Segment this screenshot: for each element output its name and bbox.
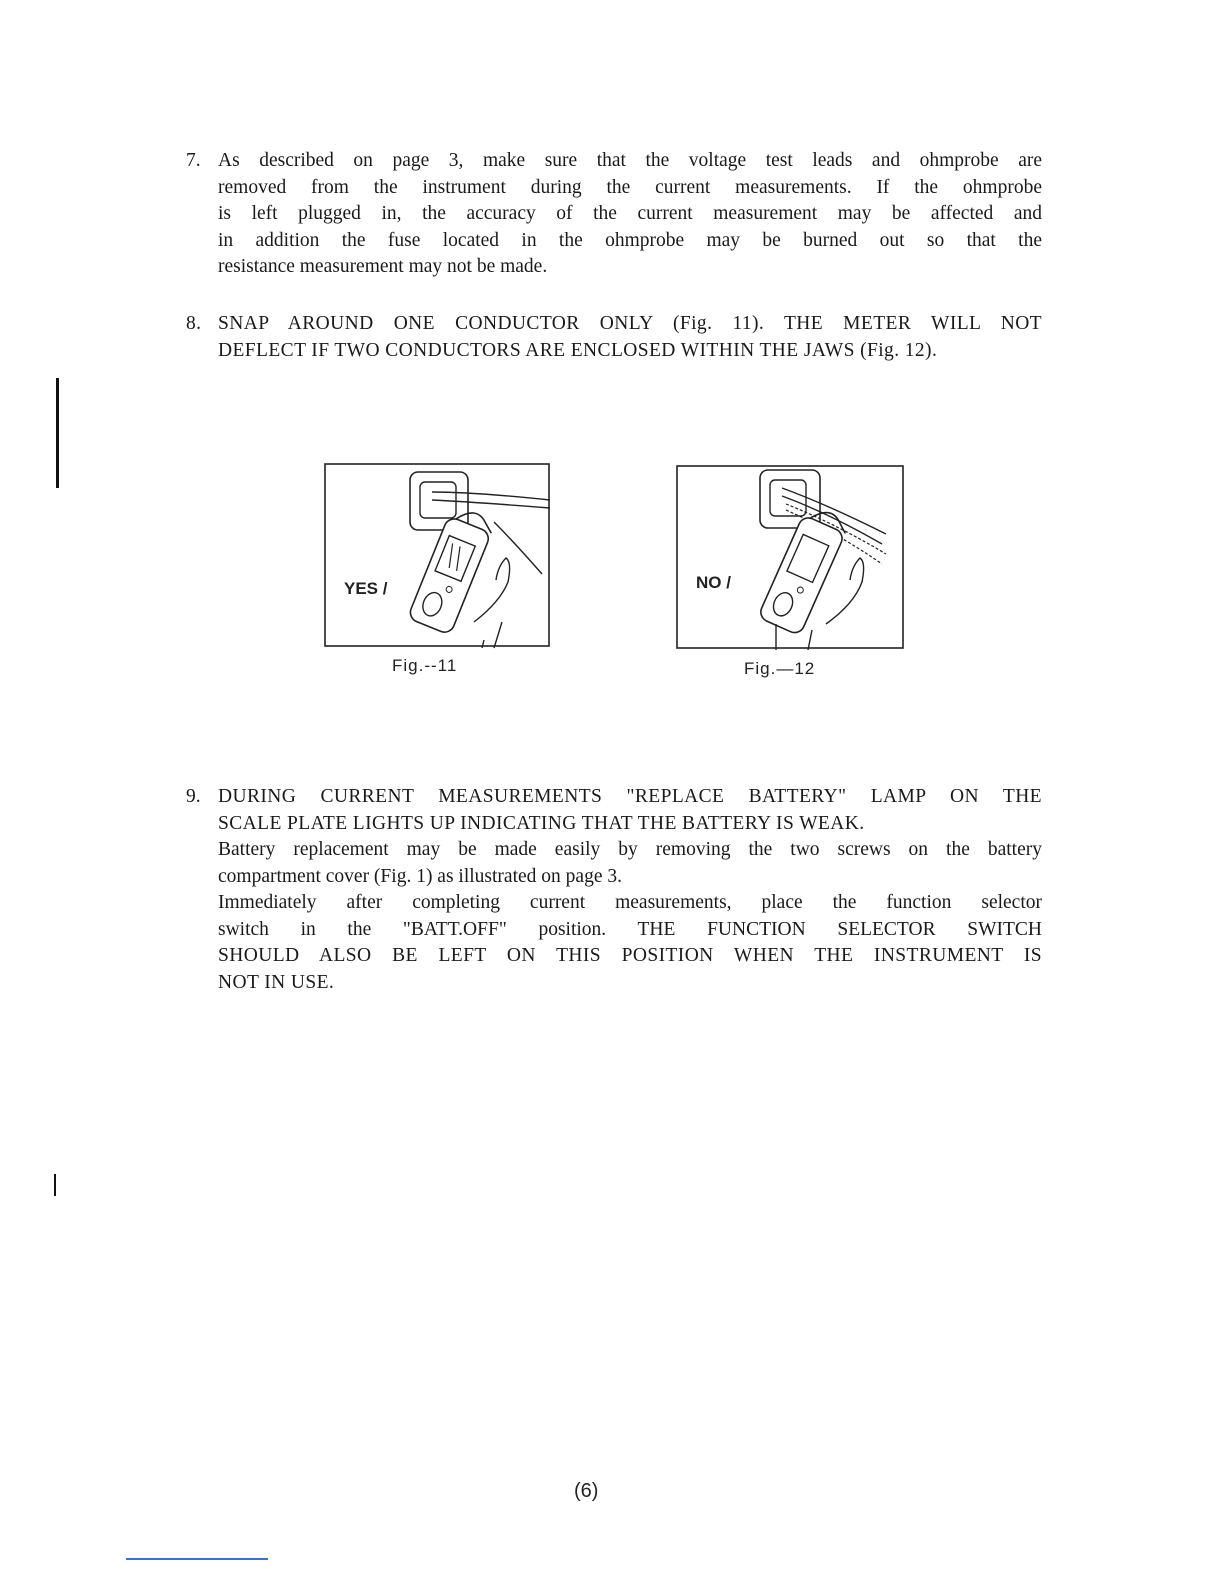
margin-mark — [56, 378, 59, 488]
item-number: 9. — [186, 786, 201, 807]
text-line: DURING CURRENT MEASUREMENTS "REPLACE BATTERY" LAMP ON THE — [218, 786, 1042, 807]
text-line: resistance measurement may not be made. — [218, 256, 548, 277]
text-line: SHOULD ALSO BE LEFT ON THIS POSITION WHEN THE INSTRUMENT IS — [218, 945, 1042, 966]
text-line: Battery replacement may be made easily by removing the two screws on the battery — [218, 839, 1042, 860]
instruction-item-8 — [186, 311, 1042, 364]
item-number: 8. — [186, 313, 202, 334]
text-line: DEFLECT IF TWO CONDUCTORS ARE ENCLOSED WITHIN THE JAWS (Fig. 12). — [218, 339, 938, 361]
figure-caption: Fig.—12 — [744, 659, 816, 678]
text-line: switch in the "BATT.OFF" position. THE FUNCTION SELECTOR SWITCH — [218, 918, 1042, 940]
text-line: Immediately after completing current measurements, place the function selector — [218, 892, 1042, 913]
figure-label-yes: YES / — [344, 579, 388, 598]
figure-12 — [676, 464, 906, 652]
clamp-meter-no-illustration — [676, 464, 906, 652]
text-line: As described on page 3, make sure that the voltage test leads and ohmprobe are — [218, 150, 1042, 171]
text-line: SNAP AROUND ONE CONDUCTOR ONLY (Fig. 11). THE METER WILL NOT — [218, 313, 1042, 334]
figure-11 — [324, 462, 552, 650]
page-number: (6) — [574, 1480, 599, 1502]
item-number: 7. — [186, 150, 201, 171]
text-line: removed from the instrument during the current measurements. If the ohmprobe — [218, 176, 1042, 198]
margin-mark — [54, 1174, 56, 1196]
instruction-item-7 — [186, 148, 1042, 281]
text-line: SCALE PLATE LIGHTS UP INDICATING THAT THE BATTERY IS WEAK. — [218, 812, 865, 834]
figure-label-no: NO / — [696, 573, 731, 592]
figure-caption: Fig.--11 — [392, 656, 458, 675]
text-line: in addition the fuse located in the ohmprobe may be burned out so that the — [218, 229, 1042, 251]
clamp-meter-yes-illustration — [324, 462, 552, 650]
instruction-item-9 — [186, 784, 1042, 996]
text-line: NOT IN USE. — [218, 971, 335, 993]
text-line: compartment cover (Fig. 1) as illustrated on page 3. — [218, 865, 622, 887]
text-line: is left plugged in, the accuracy of the current measurement may be affected and — [218, 203, 1042, 224]
bottom-rule — [126, 1558, 268, 1560]
